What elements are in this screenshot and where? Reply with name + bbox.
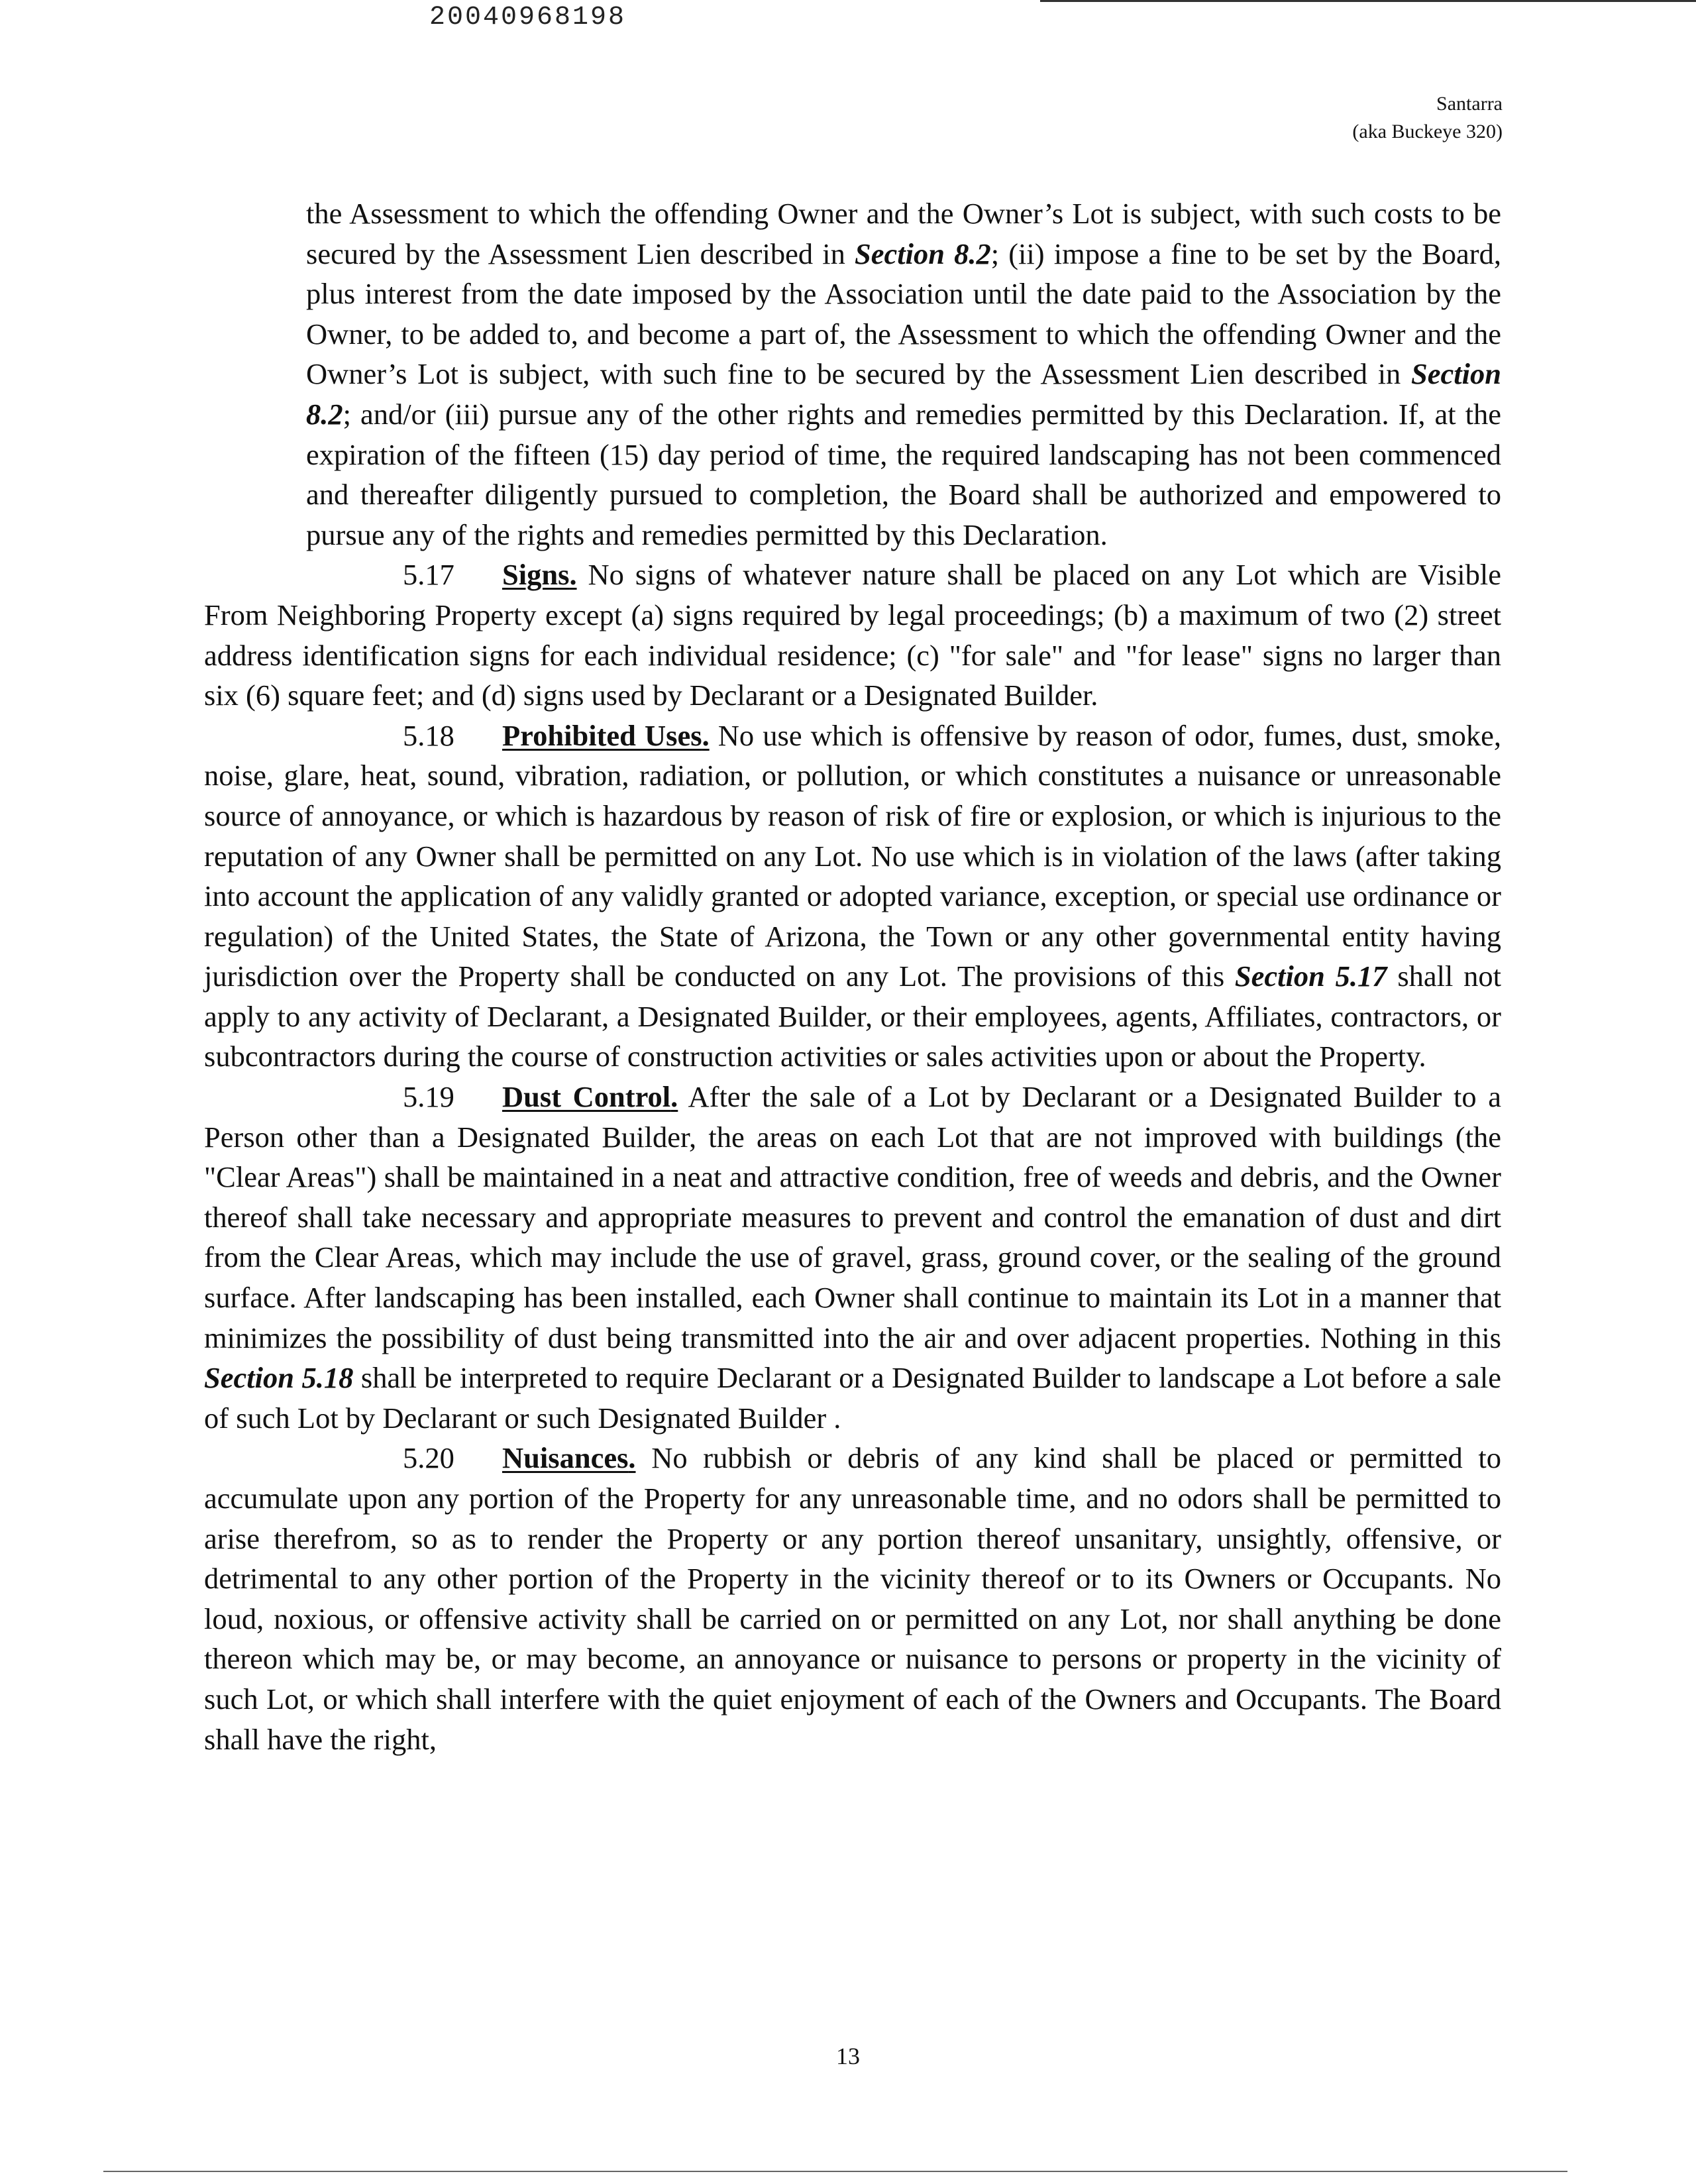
section-reference: Section 5.17 — [1234, 959, 1387, 993]
section-number: 5.18 — [403, 718, 454, 752]
section-title-period: . — [628, 1441, 636, 1475]
section-number: 5.20 — [403, 1441, 454, 1475]
header-project-name: Santarra — [1436, 93, 1503, 115]
section-title-period: . — [569, 558, 577, 592]
section-title: Dust Control — [502, 1080, 671, 1114]
running-header — [1352, 90, 1503, 146]
bottom-rule — [103, 2171, 1567, 2172]
section-text-2: shall be interpreted to require Declarant or a Designated Builder to landscape a Lot before a sale of such Lot by Declarant or such Designated Builder . — [204, 1361, 1501, 1435]
section-number: 5.17 — [403, 558, 454, 592]
continued-text-2: ; (ii) impose a fine to be set by the Board, plus interest from the date imposed by the Association until the date paid to the Association by the Owner, to be added to, and become a part of, the Assessment to which the offending Owner and the Owner’s Lot is subject, with such fine to be secured by the Assessment Lien described in — [306, 237, 1501, 391]
section-5-19 — [204, 1077, 1501, 1438]
continued-text-3: ; and/or (iii) pursue any of the other rights and remedies permitted by this Declaration. If, at the expiration of the fifteen (15) day period of time, the required landscaping has not been commenced and thereafter diligently pursued to completion, the Board shall be authorized and empowered to pursue any of the rights and remedies permitted by this Declaration. — [306, 397, 1501, 551]
section-text: No signs of whatever nature shall be placed on any Lot which are Visible From Neighboring Property except (a) signs required by legal proceedings; (b) a maximum of two (2) street address identification signs for each individual residence; (c) "for sale" and "for lease" signs no larger than six (6) square feet; and (d) signs used by Declarant or a Designated Builder. — [204, 558, 1502, 712]
page-number: 13 — [836, 2043, 860, 2069]
section-text-2: shall not apply to any activity of Declarant, a Designated Builder, or their employees, agents, Affiliates, contractors, or subcontractors during the course of construction activities or sales activities upon or about the Property. — [204, 959, 1501, 1073]
section-text-1: No use which is offensive by reason of odor, fumes, dust, smoke, noise, glare, heat, sound, vibration, radiation, or pollution, or which constitutes a nuisance or unreasonable source of annoyance, or which is hazardous by reason of risk of fire or explosion, or which is injurious to the reputation of any Owner shall be permitted on any Lot. No use which is in violation of the laws (after taking into account the application of any validly granted or adopted variance, exception, or special use ordinance or regulation) of the United States, the State of Arizona, the Town or any other governmental entity having jurisdiction over the Property shall be conducted on any Lot. The provisions of this — [204, 718, 1502, 993]
section-number: 5.19 — [403, 1080, 454, 1114]
section-title: Nuisances — [502, 1441, 629, 1475]
recording-number: 20040968198 — [429, 3, 627, 32]
top-rule — [1040, 0, 1696, 2]
section-title-period: . — [670, 1080, 678, 1114]
section-title: Prohibited Uses — [502, 718, 702, 752]
header-project-aka: (aka Buckeye 320) — [1352, 121, 1503, 142]
section-5-20 — [204, 1438, 1501, 1759]
section-5-17 — [204, 555, 1501, 715]
section-title: Signs — [502, 558, 570, 592]
continued-text-1: the Assessment to which the offending Owner and the Owner’s Lot is subject, with such costs to be secured by the Assessment Lien described in — [306, 197, 1501, 270]
section-reference: Section 5.18 — [204, 1361, 354, 1395]
continued-paragraph — [204, 193, 1501, 555]
section-title-period: . — [702, 718, 710, 752]
section-reference: Section 8.2 — [306, 357, 1501, 431]
section-text-1: After the sale of a Lot by Declarant or a Designated Builder to a Person other than a Designated Builder, the areas on each Lot that are not improved with buildings (the "Clear Areas") shall be maintained in a neat and attractive condition, free of weeds and debris, and the Owner thereof shall take necessary and appropriate measures to prevent and control the emanation of dust and dirt from the Clear Areas, which may include the use of gravel, grass, ground cover, or the sealing of the ground surface. After landscaping has been installed, each Owner shall continue to maintain its Lot in a manner that minimizes the possibility of dust being transmitted into the air and over adjacent properties. Nothing in this — [204, 1080, 1502, 1354]
section-5-18 — [204, 716, 1501, 1077]
section-reference: Section 8.2 — [855, 237, 991, 270]
section-text: No rubbish or debris of any kind shall be placed or permitted to accumulate upon any portion of the Property for any unreasonable time, and no odors shall be permitted to arise therefrom, so as to render the Property or any portion thereof unsanitary, unsightly, offensive, or detrimental to any other portion of the Property in the vicinity thereof or to its Owners or Occupants. No loud, noxious, or offensive activity shall be carried on or permitted on any Lot, nor shall anything be done thereon which may be, or may become, an annoyance or nuisance to persons or property in the vicinity of such Lot, or which shall interfere with the quiet enjoyment of each of the Owners and Occupants. The Board shall have the right, — [204, 1441, 1502, 1756]
document-body — [204, 193, 1501, 1759]
